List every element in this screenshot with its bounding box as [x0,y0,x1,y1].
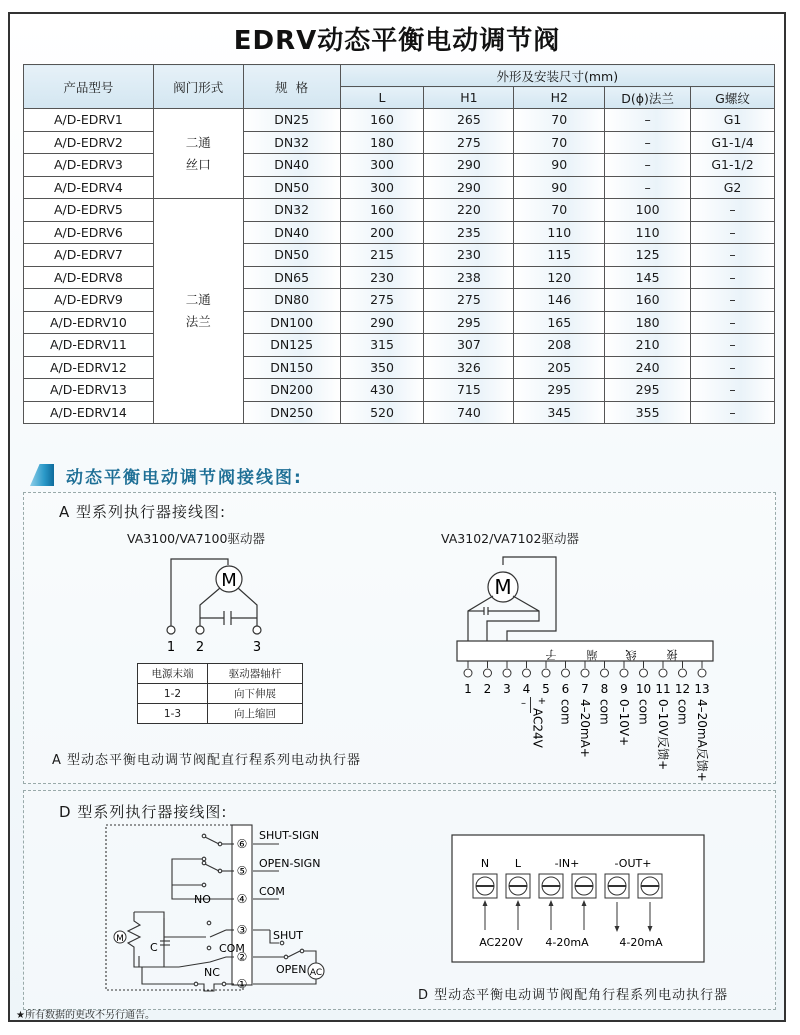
cell-G: – [691,221,775,244]
label-com-in: COM [219,942,245,955]
cell-H2: 345 [514,401,605,424]
label-shut-sign: SHUT-SIGN [259,829,319,842]
header-H2: H2 [514,87,605,109]
cell-D: 210 [605,334,691,357]
panel-signal-label: AC220V [479,936,523,949]
cell-L: 300 [340,154,424,177]
header-dimensions: 外形及安装尺寸(mm) [340,65,774,87]
datasheet-page [8,12,786,1022]
cell-size: DN32 [243,199,340,222]
terminal-label-1: 1 [166,640,176,655]
strip-terminal-dot [562,669,570,677]
strip-terminal-number: 8 [600,682,609,696]
cell-L: 160 [340,199,424,222]
wire-terminal-3 [238,588,257,626]
cell-G: G1-1/4 [691,131,775,154]
valve-type-line2: 法兰 [185,314,211,329]
strip-terminal-dot [581,669,589,677]
header-valve-type: 阀门形式 [153,65,243,109]
cell-D: – [605,109,691,132]
actuator-boundary [106,825,243,990]
cell-model: A/D-EDRV5 [24,199,154,222]
valve-type-line2: 丝口 [185,156,211,172]
panel-signal-label: 4-20mA [619,936,663,949]
table-row [24,356,775,379]
cell-H2: 115 [514,244,605,267]
valve-type-line1: 二通 [185,134,211,150]
cell-L: 230 [340,266,424,289]
cell-D: 355 [605,401,691,424]
cell-H2: 70 [514,131,605,154]
wiring-heading-text: 动态平衡电动调节阀接线图: [66,467,303,488]
strip-terminal-number: 2 [483,682,492,696]
cell-valve-type [153,109,243,199]
cell-H2: 146 [514,289,605,312]
strip-terminal-number: 13 [694,682,710,696]
table-row [24,199,775,222]
strip-label-char: 接 [666,648,678,661]
pin-label-t12: com [675,699,690,725]
control-panel-diagram [451,834,707,964]
type-d-panel [23,790,776,1010]
type-d-heading: D 型系列执行器接线图: [59,803,228,821]
cell-valve-type [153,199,243,424]
cell-model: A/D-EDRV14 [24,401,154,424]
d-terminal-number: ⑥ [236,837,248,851]
pin-label-ac24v: AC24V [530,708,545,748]
panel-terminal-label: L [514,857,522,870]
cell-size: DN40 [243,154,340,177]
label-no: NO [194,893,211,906]
cell-L: 160 [340,109,424,132]
label-capacitor: C [150,941,158,954]
cell-size: DN100 [243,311,340,334]
mini-header-shaft: 驱动器轴杆 [208,664,303,684]
cell-G: G2 [691,176,775,199]
strip-terminal-number: 11 [655,682,671,696]
cell-model: A/D-EDRV9 [24,289,154,312]
label-com-out: COM [259,885,285,898]
pin-5-plus: + [537,696,547,707]
strip-terminal-dot [542,669,550,677]
cell-D: 240 [605,356,691,379]
cell-G: – [691,334,775,357]
cell-D: 100 [605,199,691,222]
cell-H2: 208 [514,334,605,357]
cell-size: DN125 [243,334,340,357]
strip-terminal-number: 6 [561,682,570,696]
cell-D: 145 [605,266,691,289]
cell-model: A/D-EDRV10 [24,311,154,334]
cell-D: – [605,131,691,154]
cell-H1: 275 [424,289,514,312]
cell-H1: 235 [424,221,514,244]
cell-H1: 290 [424,154,514,177]
cell-H2: 70 [514,199,605,222]
cell-G: – [691,266,775,289]
strip-label-char: 线 [625,648,637,661]
cell-L: 520 [340,401,424,424]
terminal-2-dot [196,626,204,634]
strip-label-char: 子 [545,648,557,661]
cell-H2: 295 [514,379,605,402]
cell-size: DN50 [243,244,340,267]
strip-terminal-dot [523,669,531,677]
mini-header-power: 电源末端 [138,664,208,684]
cell-size: DN50 [243,176,340,199]
cell-G: – [691,356,775,379]
footnote: ★所有数据的更改不另行通告。 [16,1010,155,1021]
direction-table [137,663,303,724]
table-row [24,131,775,154]
table-row [24,289,775,312]
cell-size: DN250 [243,401,340,424]
cell-model: A/D-EDRV3 [24,154,154,177]
strip-terminal-dot [620,669,628,677]
terminal-3-dot [253,626,261,634]
table-row [24,244,775,267]
header-D: D(ϕ)法兰 [605,87,691,109]
cell-model: A/D-EDRV12 [24,356,154,379]
header-size: 规 格 [243,65,340,109]
panel-terminal-label: N [480,857,490,870]
wiring-section-heading [30,462,303,488]
pin-label-t13: 4–20mA反馈+ [695,699,709,782]
cell-L: 275 [340,289,424,312]
table-row [24,221,775,244]
cell-size: DN200 [243,379,340,402]
cell-size: DN32 [243,131,340,154]
pin-label-t10: com [636,699,651,725]
strip-motor-label: M [494,575,512,599]
cell-model: A/D-EDRV2 [24,131,154,154]
pin-label-t6: com [558,699,573,725]
cell-size: DN80 [243,289,340,312]
cell-L: 200 [340,221,424,244]
cell-size: DN25 [243,109,340,132]
cell-L: 180 [340,131,424,154]
cell-H1: 220 [424,199,514,222]
cell-L: 290 [340,311,424,334]
type-d-caption: D 型动态平衡电动调节阀配角行程系列电动执行器 [418,988,729,1003]
table-row [24,379,775,402]
label-motor: M [116,934,124,944]
va3100-wiring-diagram [24,493,444,663]
strip-terminal-number: 4 [522,682,531,696]
d-terminal-number: ④ [236,892,248,906]
d-terminal-number: ③ [236,923,248,937]
strip-terminal-number: 10 [635,682,652,696]
cell-model: A/D-EDRV1 [24,109,154,132]
strip-terminal-number: 7 [581,682,589,696]
type-a-caption: A 型动态平衡电动调节阀配直行程系列电动执行器 [52,753,362,768]
mini-cell: 1-3 [138,704,208,724]
cell-size: DN65 [243,266,340,289]
strip-terminal-dot [659,669,667,677]
cell-H1: 230 [424,244,514,267]
cell-model: A/D-EDRV7 [24,244,154,267]
terminal-label-2: 2 [195,640,205,655]
panel-signal-label: 4-20mA [545,936,589,949]
label-ac: AC [309,968,323,978]
cell-D: 110 [605,221,691,244]
header-L: L [340,87,424,109]
type-a-heading: A 型系列执行器接线图: [59,503,227,521]
cell-H1: 265 [424,109,514,132]
d-terminal-number: ② [236,950,248,964]
strip-terminal-number: 12 [674,682,691,696]
section-flag-icon [30,464,54,486]
left-driver-label: VA3100/VA7100驱动器 [127,531,265,546]
type-a-panel [23,492,776,784]
table-row [24,334,775,357]
cell-model: A/D-EDRV6 [24,221,154,244]
table-row [24,401,775,424]
mini-cell: 向上缩回 [208,704,303,724]
pin-4-minus: – [521,698,526,709]
cell-H1: 295 [424,311,514,334]
cell-H2: 70 [514,109,605,132]
label-open-sign: OPEN-SIGN [259,857,321,870]
terminal-1-dot [167,626,175,634]
header-H1: H1 [424,87,514,109]
strip-terminal-dot [503,669,511,677]
spec-table [23,64,775,424]
cell-D: 160 [605,289,691,312]
strip-terminal-dot [601,669,609,677]
cell-H1: 290 [424,176,514,199]
cell-L: 430 [340,379,424,402]
pin-label-t7: 4–20mA+ [578,699,592,758]
d-terminal-number: ① [236,977,248,991]
cell-L: 315 [340,334,424,357]
panel-terminal-label: -OUT+ [614,857,652,870]
cell-H2: 110 [514,221,605,244]
page-title: EDRV动态平衡电动调节阀 [233,26,561,56]
header-G: G螺纹 [691,87,775,109]
cell-model: A/D-EDRV8 [24,266,154,289]
cell-G: G1 [691,109,775,132]
panel-terminal-label: -IN+ [554,857,580,870]
va3102-wiring-diagram [424,493,774,783]
cell-H1: 740 [424,401,514,424]
strip-terminal-dot [640,669,648,677]
table-row [24,311,775,334]
terminal-label-3: 3 [252,640,262,655]
spec-table-body [24,109,775,424]
pin-label-t9: 0–10V+ [617,699,631,747]
cell-L: 350 [340,356,424,379]
strip-terminal-dot [698,669,706,677]
cell-H1: 275 [424,131,514,154]
motor-label: M [221,570,237,591]
strip-terminal-number: 1 [464,682,472,696]
pin-label-t8: com [597,699,612,725]
strip-terminal-dot [484,669,492,677]
cell-G: G1-1/2 [691,154,775,177]
cell-G: – [691,199,775,222]
cell-H2: 90 [514,154,605,177]
cell-D: 295 [605,379,691,402]
mini-cell: 向下伸展 [208,684,303,704]
strip-terminal-number: 3 [503,682,511,696]
cell-H2: 165 [514,311,605,334]
cell-G: – [691,379,775,402]
table-row [24,109,775,132]
cell-D: 180 [605,311,691,334]
table-row [24,266,775,289]
cell-D: – [605,154,691,177]
cell-L: 215 [340,244,424,267]
strip-terminal-number: 5 [542,682,550,696]
cell-model: A/D-EDRV13 [24,379,154,402]
cell-D: 125 [605,244,691,267]
strip-terminal-dot [464,669,472,677]
strip-terminal-dot [679,669,687,677]
valve-type-line1: 二通 [185,292,211,307]
cell-model: A/D-EDRV11 [24,334,154,357]
strip-label-char: 端 [586,648,598,661]
cell-G: – [691,289,775,312]
pin-label-t11: 0–10V反馈+ [656,699,670,771]
header-model: 产品型号 [24,65,154,109]
d-type-wiring-diagram [24,791,424,1006]
cell-size: DN40 [243,221,340,244]
label-shut: SHUT [273,929,304,942]
cell-H1: 238 [424,266,514,289]
mini-cell: 1-2 [138,684,208,704]
cell-H2: 90 [514,176,605,199]
cell-model: A/D-EDRV4 [24,176,154,199]
cell-G: – [691,401,775,424]
label-open: OPEN [276,963,307,976]
cell-size: DN150 [243,356,340,379]
cell-G: – [691,311,775,334]
d-terminal-number: ⑤ [236,864,248,878]
right-driver-label: VA3102/VA7102驱动器 [441,531,579,546]
cell-D: – [605,176,691,199]
cell-L: 300 [340,176,424,199]
label-nc: NC [204,966,220,979]
cell-H1: 307 [424,334,514,357]
cell-H1: 326 [424,356,514,379]
wire-terminal-2 [200,588,220,626]
cell-H1: 715 [424,379,514,402]
cell-H2: 120 [514,266,605,289]
table-row [24,176,775,199]
table-row [24,154,775,177]
strip-terminal-number: 9 [620,682,628,696]
cell-H2: 205 [514,356,605,379]
cell-G: – [691,244,775,267]
